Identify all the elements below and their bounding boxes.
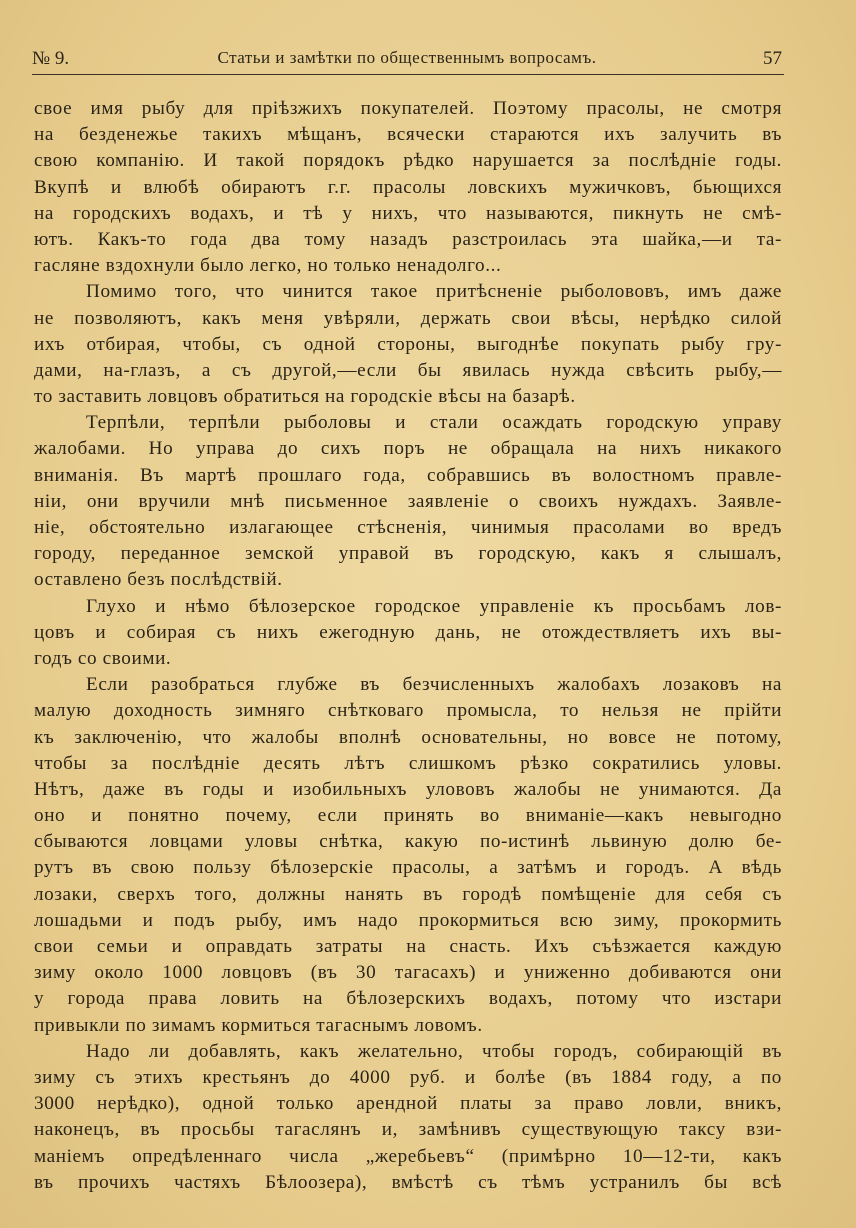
text-line: къ заключенію, что жалобы вполнѣ основательны, но вовсе не потому,: [34, 726, 782, 748]
text-line: оставлено безъ послѣдствій.: [34, 569, 283, 591]
text-line: зиму около 1000 ловцовъ (въ 30 тагасахъ) и униженно добиваются они: [34, 962, 782, 984]
page-number: 57: [763, 48, 782, 69]
text-line: въ прочихъ частяхъ Бѣлоозера), вмѣстѣ съ тѣмъ устранилъ бы всѣ: [34, 1171, 782, 1193]
running-header: [32, 44, 782, 74]
text-line: сбываются ловцами уловы снѣтка, какую по-истинѣ львиную долю бе-: [34, 831, 782, 853]
text-line: свое имя рыбу для пріѣзжихъ покупателей. Поэтому прасолы, не смотря: [34, 98, 782, 119]
text-line: оно и понятно почему, если принять во вниманіе—какъ невыгодно: [34, 805, 782, 827]
text-line: ихъ отбирая, чтобы, съ одной стороны, выгоднѣе покупать рыбу гру-: [34, 333, 782, 355]
text-line: цовъ и собирая съ нихъ ежегодную дань, не отождествляетъ ихъ вы-: [34, 621, 782, 643]
text-line: ютъ. Какъ-то года два тому назадъ разстроилась эта шайка,—и та-: [34, 228, 782, 250]
text-line: на городскихъ водахъ, и тѣ у нихъ, что называются, пикнуть не смѣ-: [34, 202, 782, 224]
text-line: 3000 нерѣдко), одной только арендной платы за право ловли, вникъ,: [34, 1093, 782, 1115]
text-line: Терпѣли, терпѣли рыболовы и стали осаждать городскую управу: [86, 412, 782, 434]
text-line: лозаки, сверхъ того, должны нанять въ городѣ помѣщеніе для себя съ: [34, 883, 782, 905]
text-line: рутъ въ свою пользу бѣлозерскіе прасолы, а затѣмъ и городъ. А вѣдь: [34, 857, 782, 879]
text-line: дами, на-глазъ, а съ другой,—если бы явилась нужда свѣсить рыбу,—: [34, 359, 782, 381]
text-line: Если разобраться глубже въ безчисленныхъ жалобахъ лозаковъ на: [86, 674, 782, 696]
text-line: жалобами. Но управа до сихъ поръ не обращала на нихъ никакого: [34, 438, 782, 460]
text-line: чтобы за послѣдніе десять лѣтъ слишкомъ рѣзко сократились уловы.: [34, 752, 782, 774]
running-title: Статьи и замѣтки по общественнымъ вопросамъ.: [217, 48, 597, 67]
text-line: Помимо того, что чинится такое притѣсненіе рыболововъ, имъ даже: [86, 281, 782, 303]
text-line: Вкупѣ и влюбѣ обираютъ г.г. прасолы ловскихъ мужичковъ, бьющихся: [34, 176, 782, 198]
text-line: не позволяютъ, какъ меня увѣряли, держать свои вѣсы, нерѣдко силой: [34, 307, 782, 329]
text-line: свои семьи и оправдать затраты на снасть. Ихъ съѣзжается каждую: [34, 936, 782, 957]
issue-number: № 9.: [32, 48, 70, 69]
text-line: Надо ли добавлять, какъ желательно, чтобы городъ, собирающій въ: [86, 1040, 782, 1062]
body-text: [34, 96, 782, 1196]
text-line: на безденежье такихъ мѣщанъ, всячески стараются ихъ залучить въ: [34, 124, 782, 146]
text-line: зиму съ этихъ крестьянъ до 4000 руб. и болѣе (въ 1884 году, а по: [34, 1066, 782, 1088]
text-line: городу, переданное земской управой въ городскую, какъ я слышалъ,: [34, 543, 782, 565]
text-line: вниманія. Въ мартѣ прошлаго года, собравшись въ волостномъ правле-: [34, 464, 782, 486]
text-line: лошадьми и подъ рыбу, имъ надо прокормиться всю зиму, прокормить: [34, 909, 782, 931]
text-line: гасляне вздохнули было легко, но только ненадолго...: [34, 255, 502, 277]
text-line: привыкли по зимамъ кормиться тагаснымъ ловомъ.: [34, 1014, 483, 1036]
text-line: наконецъ, въ просьбы тагаслянъ и, замѣнивъ существующую таксу взи-: [34, 1119, 782, 1141]
text-line: ніи, они вручили мнѣ письменное заявленіе о своихъ нуждахъ. Заявле-: [34, 490, 782, 512]
text-line: у города права ловить на бѣлозерскихъ водахъ, потому что изстари: [34, 988, 782, 1010]
text-line: Нѣтъ, даже въ годы и изобильныхъ улововъ жалобы не унимаются. Да: [34, 778, 782, 800]
text-line: ніе, обстоятельно излагающее стѣсненія, чинимыя прасолами во вредъ: [34, 517, 782, 538]
text-line: маніемъ опредѣленнаго числа „жеребьевъ“ (примѣрно 10—12-ти, какъ: [34, 1145, 782, 1167]
text-line: Глухо и нѣмо бѣлозерское городское управленіе къ просьбамъ лов-: [86, 595, 782, 617]
text-line: свою компанію. И такой порядокъ рѣдко нарушается за послѣдніе годы.: [34, 150, 782, 172]
header-rule: [32, 74, 784, 75]
text-line: малую доходность зимняго снѣтковаго промысла, то нельзя не прійти: [34, 700, 782, 722]
text-line: то заставить ловцовъ обратиться на городскіе вѣсы на базарѣ.: [34, 386, 576, 408]
text-line: годъ со своими.: [34, 647, 172, 669]
